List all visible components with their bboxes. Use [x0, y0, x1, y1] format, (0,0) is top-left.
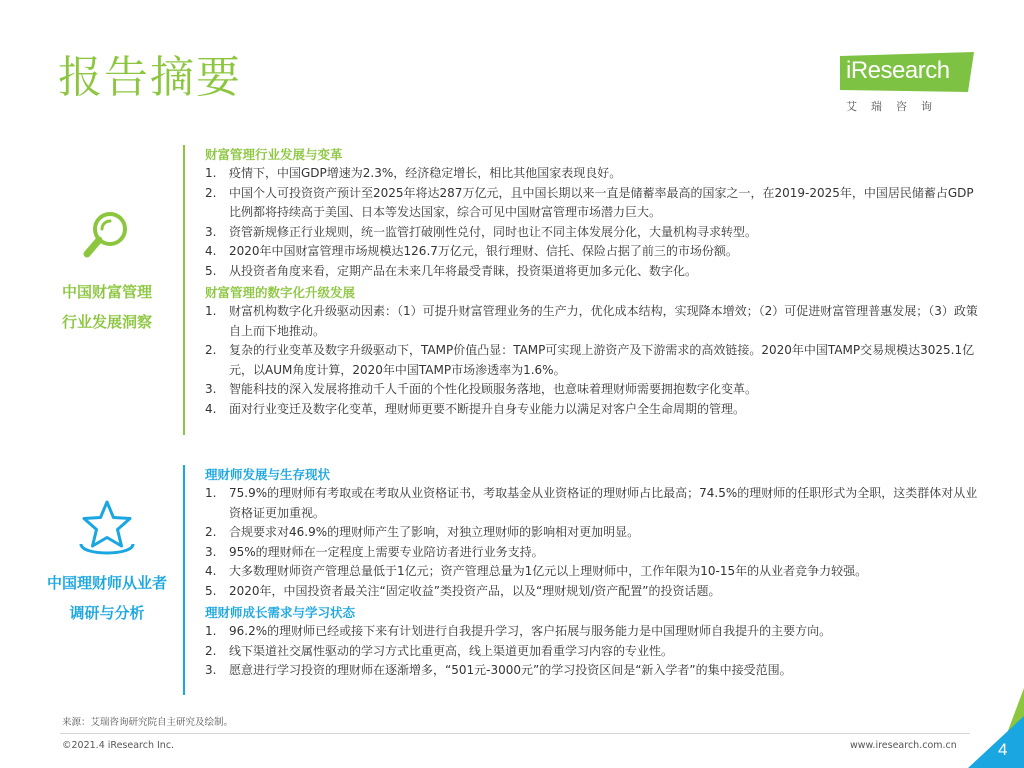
- item-number: 1.: [205, 166, 217, 180]
- page-number: 4: [998, 740, 1008, 759]
- wealth-content: [205, 145, 985, 419]
- item-number: 2.: [205, 343, 217, 357]
- item-text: 大多数理财师资产管理总量低于1亿元；资产管理总量为1亿元以上理财师中，工作年限为10-15年的从业者竞争力较强。: [229, 564, 868, 578]
- list-item: [205, 484, 985, 523]
- item-text: 95%的理财师在一定程度上需要专业陪访者进行业务支持。: [229, 544, 544, 559]
- list-item: [205, 341, 985, 380]
- item-number: 2.: [205, 185, 217, 200]
- list-item: [205, 380, 985, 400]
- list-item: [205, 622, 985, 642]
- item-text: 中国个人可投资资产预计至2025年将达287万亿元，且中国长期以来一直是储蓄率最高的国家之一，在2019-2025年，中国居民储蓄占GDP比例都将持续高于美国、日本等发达国家，综合可见中国财富管理市场潜力巨大。: [229, 185, 974, 219]
- list-item: [205, 302, 985, 341]
- item-number: 1.: [205, 624, 217, 638]
- page-title: 报告摘要: [58, 52, 242, 103]
- item-number: 2.: [205, 643, 217, 658]
- item-text: 愿意进行学习投资的理财师在逐渐增多，“501元-3000元”的学习投资区间是“新入学者”的集中接受范围。: [229, 663, 792, 677]
- list-item: [205, 262, 985, 282]
- section-heading: 财富管理的数字化升级发展: [205, 285, 356, 300]
- list-item: [205, 223, 985, 243]
- advisor-panel: [36, 500, 178, 628]
- section-heading: 理财师发展与生存现状: [205, 467, 331, 482]
- wealth-label-line1: 中国财富管理: [61, 283, 152, 301]
- section-divider-blue: [183, 465, 185, 695]
- list-item: [205, 184, 985, 223]
- item-text: 面对行业变迁及数字化变革，理财师更要不断提升自身专业能力以满足对客户全生命周期的管理。: [229, 401, 746, 416]
- item-number: 1.: [205, 304, 217, 318]
- item-number: 1.: [205, 486, 217, 500]
- item-text: 财富机构数字化升级驱动因素：（1）可提升财富管理业务的生产力，优化成本结构，实现降本增效；（2）可促进财富管理普惠发展；（3）政策自上而下地推动。: [229, 304, 978, 338]
- iresearch-logo: [840, 52, 980, 122]
- advisor-content: [205, 465, 985, 681]
- list-item: [205, 642, 985, 662]
- list-item: [205, 523, 985, 543]
- item-number: 5.: [205, 263, 217, 278]
- item-number: 5.: [205, 583, 217, 598]
- item-text: 线下渠道社交属性驱动的学习方式比重更高，线上渠道更加看重学习内容的专业性。: [229, 643, 674, 658]
- item-number: 4.: [205, 564, 217, 578]
- item-text: 2020年，中国投资者最关注“固定收益”类投资产品，以及“理财规划/资产配置”的投资话题。: [229, 583, 721, 598]
- logo-text: iResearch: [846, 57, 950, 84]
- item-number: 3.: [205, 663, 217, 677]
- list-item: [205, 661, 985, 681]
- item-text: 75.9%的理财师有考取或在考取从业资格证书，考取基金从业资格证的理财师占比最高；74.5%的理财师的任职形式为全职，这类群体对从业资格证更加重视。: [229, 486, 978, 520]
- section-heading: 财富管理行业发展与变革: [205, 147, 343, 162]
- advisor-label-line2: 调研与分析: [69, 604, 145, 622]
- footer-divider: [60, 733, 970, 734]
- item-text: 合规要求对46.9%的理财师产生了影响，对独立理财师的影响相对更加明显。: [229, 525, 640, 539]
- list-item: [205, 242, 985, 262]
- advisor-label-line1: 中国理财师从业者: [46, 574, 167, 592]
- magnifier-icon: [77, 205, 137, 265]
- list-item: [205, 543, 985, 563]
- item-text: 复杂的行业变革及数字升级驱动下，TAMP价值凸显：TAMP可实现上游资产及下游需求的高效链接。2020年中国TAMP交易规模达3025.1亿元，以AUM角度计算，2020年中国TAMP市场渗透率为1.6%。: [229, 343, 975, 377]
- wealth-panel: [36, 205, 178, 337]
- item-number: 3.: [205, 382, 217, 396]
- item-text: 2020年中国财富管理市场规模达126.7万亿元，银行理财、信托、保险占据了前三的市场份额。: [229, 244, 738, 258]
- star-icon: [75, 500, 139, 562]
- copyright: ©2021.4 iResearch Inc.: [62, 740, 175, 751]
- list-item: [205, 582, 985, 602]
- section-divider-green: [183, 145, 185, 435]
- website-url: www.iresearch.com.cn: [850, 740, 957, 751]
- list-item: [205, 562, 985, 582]
- item-number: 3.: [205, 544, 217, 559]
- item-number: 4.: [205, 401, 217, 416]
- item-number: 3.: [205, 224, 217, 239]
- item-text: 96.2%的理财师已经或接下来有计划进行自我提升学习，客户拓展与服务能力是中国理财师自我提升的主要方向。: [229, 624, 832, 638]
- list-item: [205, 164, 985, 184]
- wealth-label-line2: 行业发展洞察: [61, 313, 152, 331]
- list-item: [205, 400, 985, 420]
- item-text: 疫情下，中国GDP增速为2.3%，经济稳定增长，相比其他国家表现良好。: [229, 166, 622, 180]
- item-text: 智能科技的深入发展将推动千人千面的个性化投顾服务落地，也意味着理财师需要拥抱数字化变革。: [229, 382, 758, 396]
- section-heading: 理财师成长需求与学习状态: [205, 605, 356, 620]
- source-note: 来源：艾瑞咨询研究院自主研究及绘制。: [62, 717, 234, 728]
- item-text: 从投资者角度来看，定期产品在未来几年将最受青睐，投资渠道将更加多元化、数字化。: [229, 263, 698, 278]
- item-number: 4.: [205, 244, 217, 258]
- corner-decoration: [964, 688, 1024, 768]
- item-text: 资管新规修正行业规则，统一监管打破刚性兑付，同时也让不同主体发展分化，大量机构寻求转型。: [229, 224, 758, 239]
- logo-subtitle: 艾瑞咨询: [846, 100, 946, 113]
- item-number: 2.: [205, 525, 217, 539]
